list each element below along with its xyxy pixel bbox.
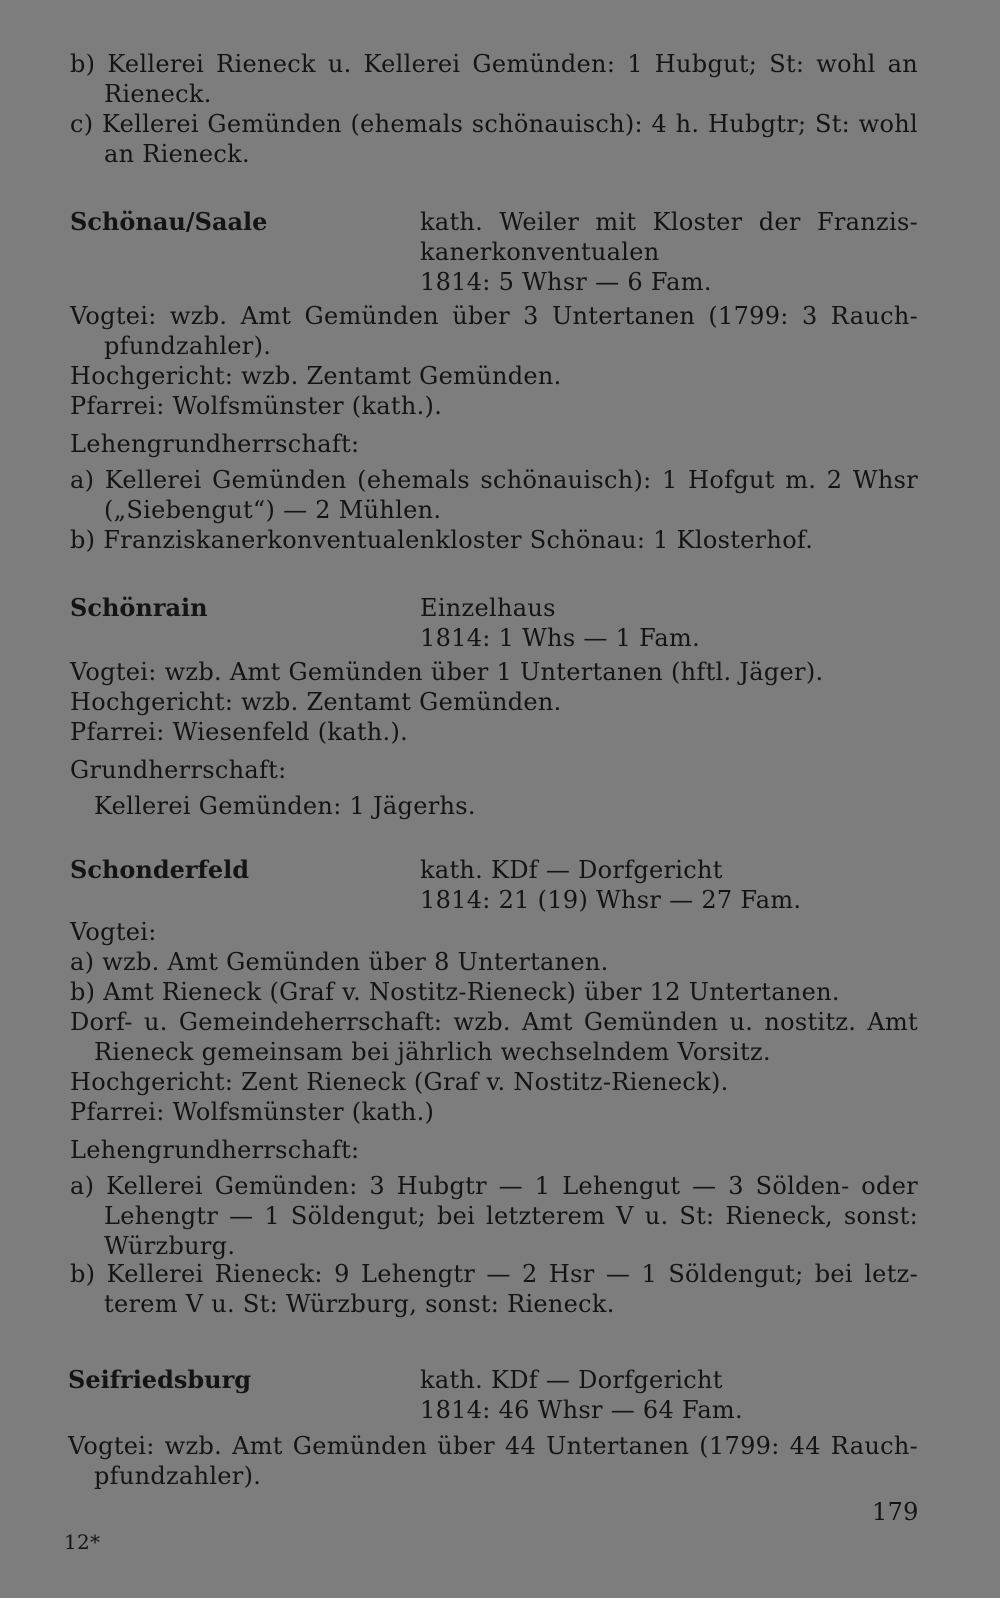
place-heading: Schönau/Saale [70, 207, 268, 236]
text-line: kath. KDf — Dorfgericht [420, 1366, 723, 1394]
text-line: pfundzahler). [104, 332, 272, 360]
signature-mark: 12* [64, 1530, 101, 1554]
place-heading: Schönrain [70, 593, 208, 622]
text-line: kath. Weiler mit Kloster der Franzis- [420, 208, 918, 236]
text-line: („Siebengut“) — 2 Mühlen. [104, 496, 442, 524]
text-line: Dorf- u. Gemeindeherrschaft: wzb. Amt Gemünden u. nostitz. Amt [70, 1008, 918, 1036]
text-line: b) Kellerei Rieneck u. Kellerei Gemünden: 1 Hubgut; St: wohl an [70, 50, 918, 78]
text-line: terem V u. St: Würzburg, sonst: Rieneck. [104, 1290, 615, 1318]
text-line: Pfarrei: Wolfsmünster (kath.). [70, 392, 443, 420]
text-line: Kellerei Gemünden: 1 Jägerhs. [94, 792, 476, 820]
text-line: Hochgericht: wzb. Zentamt Gemünden. [70, 688, 562, 716]
text-line: 1814: 21 (19) Whsr — 27 Fam. [420, 886, 802, 914]
page-number: 179 [872, 1498, 919, 1526]
text-line: an Rieneck. [104, 140, 250, 168]
text-line: Vogtei: wzb. Amt Gemünden über 1 Untertanen (hftl. Jäger). [70, 658, 824, 686]
text-line: Einzelhaus [420, 594, 556, 622]
text-line: Pfarrei: Wolfsmünster (kath.) [70, 1098, 435, 1126]
text-line: b) Kellerei Rieneck: 9 Lehengtr — 2 Hsr — 1 Söldengut; bei letz- [70, 1260, 918, 1288]
place-heading: Schonderfeld [70, 855, 250, 884]
text-line: Würzburg. [104, 1232, 236, 1260]
section-label: Grundherrschaft: [70, 756, 287, 784]
text-line: Pfarrei: Wiesenfeld (kath.). [70, 718, 409, 746]
text-line: a) Kellerei Gemünden (ehemals schönauisch): 1 Hofgut m. 2 Whsr [70, 466, 918, 494]
text-line: Hochgericht: wzb. Zentamt Gemünden. [70, 362, 562, 390]
text-line: kanerkonventualen [420, 238, 660, 266]
place-heading: Seifriedsburg [68, 1365, 252, 1394]
text-line: c) Kellerei Gemünden (ehemals schönauisch): 4 h. Hubgtr; St: wohl [70, 110, 918, 138]
text-line: Rieneck. [104, 80, 212, 108]
text-line: Rieneck gemeinsam bei jährlich wechselndem Vorsitz. [94, 1038, 771, 1066]
text-line: a) Kellerei Gemünden: 3 Hubgtr — 1 Lehengut — 3 Sölden- oder [70, 1172, 918, 1200]
text-line: 1814: 5 Whsr — 6 Fam. [420, 268, 712, 296]
text-line: kath. KDf — Dorfgericht [420, 856, 723, 884]
text-line: a) wzb. Amt Gemünden über 8 Untertanen. [70, 948, 609, 976]
text-line: Vogtei: wzb. Amt Gemünden über 3 Untertanen (1799: 3 Rauch- [70, 302, 918, 330]
text-line: pfundzahler). [94, 1462, 262, 1490]
section-label: Vogtei: [70, 918, 157, 946]
text-line: Lehengtr — 1 Söldengut; bei letzterem V u. St: Rieneck, sonst: [104, 1202, 918, 1230]
text-line: 1814: 46 Whsr — 64 Fam. [420, 1396, 743, 1424]
text-line: Hochgericht: Zent Rieneck (Graf v. Nostitz-Rieneck). [70, 1068, 729, 1096]
text-line: 1814: 1 Whs — 1 Fam. [420, 624, 701, 652]
text-line: Vogtei: wzb. Amt Gemünden über 44 Untertanen (1799: 44 Rauch- [68, 1432, 918, 1460]
text-line: b) Amt Rieneck (Graf v. Nostitz-Rieneck) über 12 Untertanen. [70, 978, 840, 1006]
section-label: Lehengrundherrschaft: [70, 430, 360, 458]
section-label: Lehengrundherrschaft: [70, 1136, 360, 1164]
text-line: b) Franziskanerkonventualenkloster Schönau: 1 Klosterhof. [70, 526, 814, 554]
